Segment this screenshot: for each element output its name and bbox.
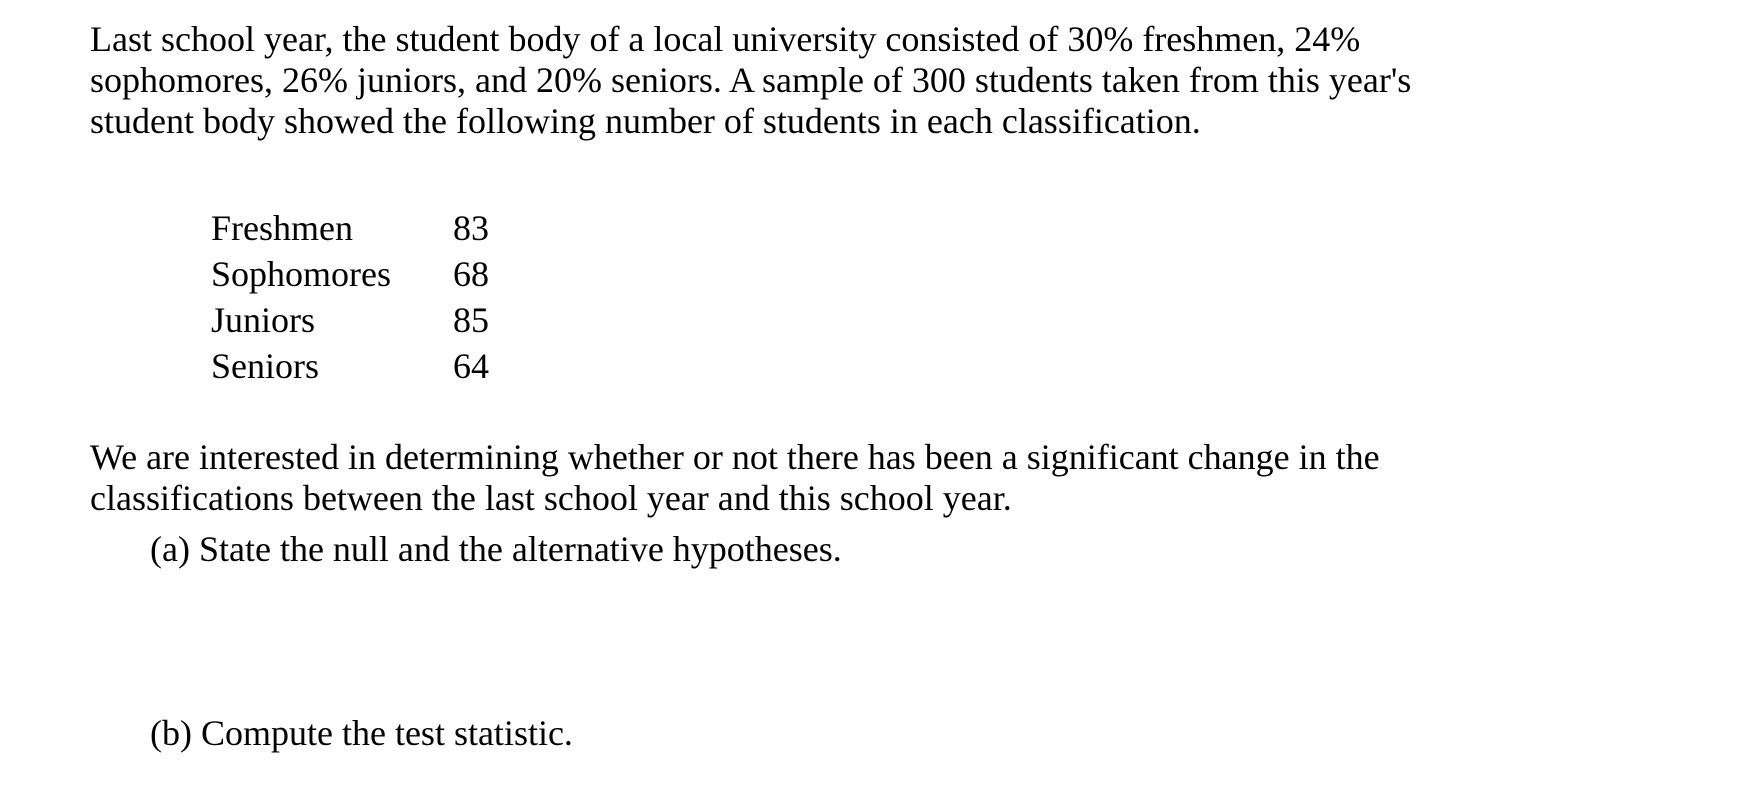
table-row bbox=[211, 251, 513, 297]
intro-line: Last school year, the student body of a local university consisted of 30% freshmen, 24% bbox=[90, 19, 1361, 59]
classification-cell: Freshmen bbox=[211, 208, 353, 248]
table-row bbox=[211, 343, 513, 389]
table-row bbox=[211, 205, 513, 251]
interest-line: classifications between the last school year and this school year. bbox=[90, 478, 1012, 518]
table-row bbox=[211, 297, 513, 343]
intro-line: sophomores, 26% juniors, and 20% seniors. A sample of 300 students taken from this year's bbox=[90, 60, 1412, 100]
question-a: (a) State the null and the alternative hypotheses. bbox=[150, 529, 842, 569]
intro-paragraph bbox=[90, 19, 1690, 142]
interest-paragraph bbox=[90, 437, 1690, 519]
classification-cell: Sophomores bbox=[211, 254, 391, 294]
classification-cell: Seniors bbox=[211, 346, 319, 386]
interest-line: We are interested in determining whether or not there has been a significant change in the bbox=[90, 437, 1380, 477]
count-cell: 85 bbox=[453, 300, 489, 340]
classification-counts-table bbox=[211, 205, 513, 389]
classification-cell: Juniors bbox=[211, 300, 316, 340]
question-b: (b) Compute the test statistic. bbox=[150, 713, 573, 753]
count-cell: 83 bbox=[453, 208, 489, 248]
count-cell: 64 bbox=[453, 346, 489, 386]
intro-line: student body showed the following number of students in each classification. bbox=[90, 101, 1201, 141]
count-cell: 68 bbox=[453, 254, 489, 294]
